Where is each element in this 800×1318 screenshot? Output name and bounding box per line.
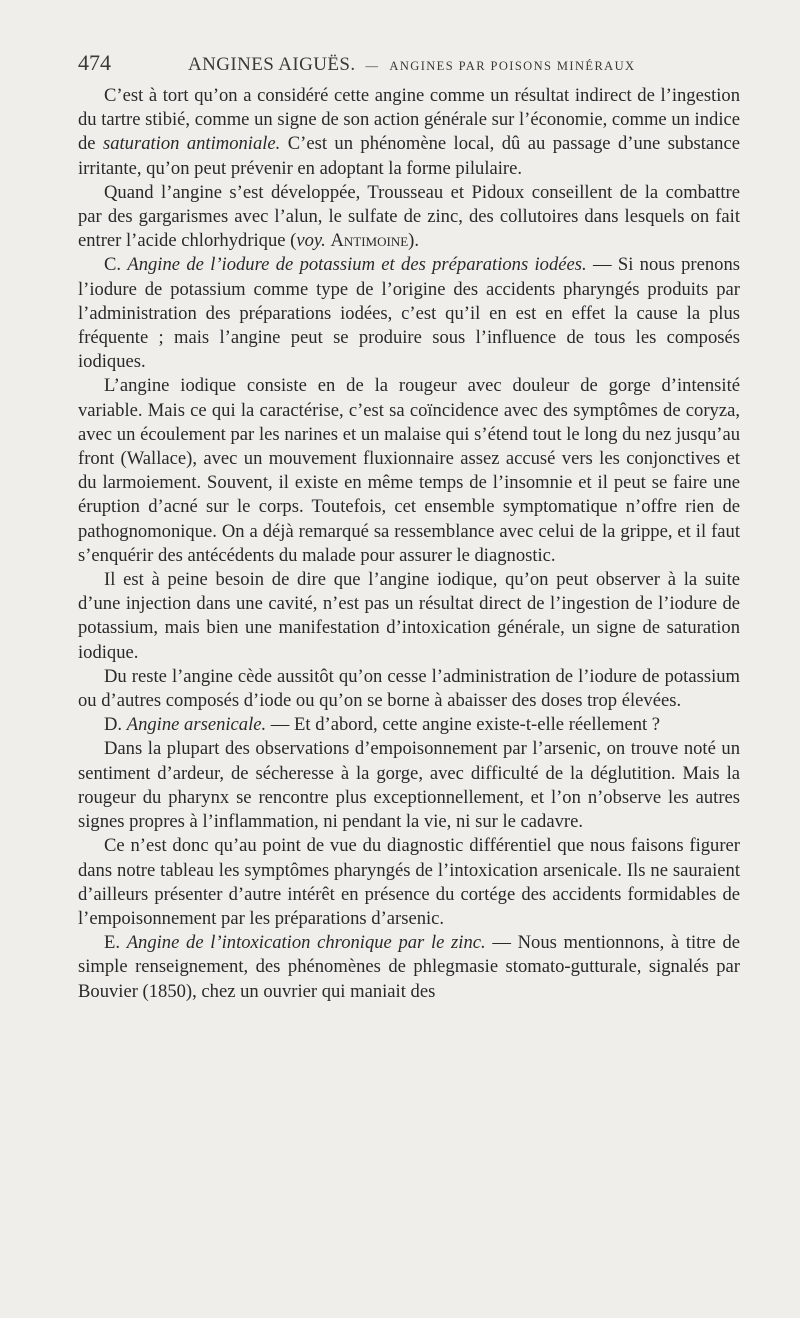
section-letter: C.	[104, 254, 128, 276]
section-heading: Angine arsenicale.	[126, 714, 267, 736]
text-run: ).	[408, 230, 420, 252]
paragraph-section-c	[78, 253, 740, 374]
paragraph-injection	[78, 568, 740, 665]
book-page	[78, 50, 740, 1004]
text-run: — Et d’abord, cette angine existe-t-elle réellement ?	[266, 714, 661, 736]
paragraph-section-e	[78, 931, 740, 1004]
running-subtitle: ANGINES PAR POISONS MINÉRAUX	[389, 59, 636, 73]
paragraph-du-reste	[78, 665, 740, 713]
text-run: C’est un phénomène local, dû au passage d’une substance irritante, qu’on peut prévenir en adoptant la forme pilulaire.	[78, 133, 740, 179]
paragraph-diagnostic	[78, 834, 740, 931]
body-text	[78, 84, 740, 1004]
text-run: Quand l’angine s’est développée, Trousseau et Pidoux conseillent de la combattre par des gargarismes avec l’alun, le sulfate de zinc, des collutoires dans lesquels on fait entrer l’acide chlorhydrique (	[78, 181, 740, 252]
paragraph-section-d	[78, 713, 740, 737]
section-heading: Angine de l’intoxication chronique par le zinc.	[126, 932, 486, 954]
section-heading: Angine de l’iodure de potassium et des préparations iodées.	[127, 254, 587, 276]
text-run: Il est à peine besoin de dire que l’angine iodique, qu’on peut observer à la suite d’une injection dans une cavité, n’est pas un résultat direct de l’ingestion de l’iodure de potassium, mais bien une manifestation d’intoxication générale, un signe de saturation iodique.	[78, 569, 740, 663]
paragraph-traitement	[78, 181, 740, 254]
page-header	[78, 50, 740, 84]
section-letter: D.	[104, 714, 127, 736]
paragraph-angine-iodique	[78, 374, 740, 568]
page-number: 474	[78, 50, 111, 75]
running-title: ANGINES AIGUËS.	[188, 54, 356, 75]
text-run: — Si nous prenons l’iodure de potassium comme type de l’origine des accidents pharyngés produits par l’administration des préparations iodées, c’est qu’il en est en effet la cause la plus fréquente ; mais l’angine peut se produire sous l’influence de tous les composés iodiques.	[78, 254, 740, 373]
paragraph-tartre-stibie	[78, 84, 740, 181]
section-letter: E.	[104, 932, 127, 954]
text-run: L’angine iodique consiste en de la rougeur avec douleur de gorge d’intensité variable. Mais ce qui la caractérise, c’est sa coïncidence avec des symptômes de coryza, avec un écoulement par les narines et un malaise qui s’étend tout le long du nez jusqu’au front (Wallace), avec un mouvement fluxionnaire assez accusé vers les conjonctives et du larmoiement. Souvent, il existe en même temps de l’insomnie et il peut se faire une éruption d’acné sur le corps. Toutefois, cet ensemble symptomatique n’offre rien de pathognomonique. On a déjà remarqué sa ressemblance avec celui de la grippe, et il faut s’enquérir des antécédents du malade pour assurer le diagnostic.	[78, 375, 740, 566]
running-dash: —	[365, 59, 380, 73]
text-run: Dans la plupart des observations d’empoisonnement par l’arsenic, on trouve noté un sentiment d’ardeur, de sécheresse à la gorge, avec difficulté de la déglutition. Mais la rougeur du pharynx se rencontre plus exceptionnellement, et l’on n’observe les autres signes propres à l’inflammation, ni pendant la vie, ni sur le cadavre.	[78, 738, 740, 833]
text-run: Ce n’est donc qu’au point de vue du diagnostic différentiel que nous faisons figurer dans notre tableau les symptômes pharyngés de l’intoxication arsenicale. Ils ne sauraient d’ailleurs présenter d’autre intérêt en présence du cortége des accidents formidables de l’empoisonnement par les préparations d’arsenic.	[78, 835, 740, 929]
text-run: — Nous mentionnons, à titre de simple renseignement, des phénomènes de phlegmasie stomato-gutturale, signalés par Bouvier (1850), chez un ouvrier qui maniait des	[78, 932, 741, 1002]
cross-reference: Antimoine	[330, 230, 409, 252]
text-run: C’est à tort qu’on a considéré cette angine comme un résultat indirect de l’ingestion du tartre stibié, comme un signe de son action générale sur l’économie, comme un indice de	[78, 85, 740, 155]
paragraph-arsenic	[78, 737, 740, 834]
text-run: Du reste l’angine cède aussitôt qu’on cesse l’administration de l’iodure de potassium ou d’autres composés d’iode ou qu’on se borne à abaisser des doses trop élevées.	[78, 665, 740, 712]
italic-term: voy.	[296, 230, 326, 252]
italic-term: saturation antimoniale.	[102, 133, 281, 155]
